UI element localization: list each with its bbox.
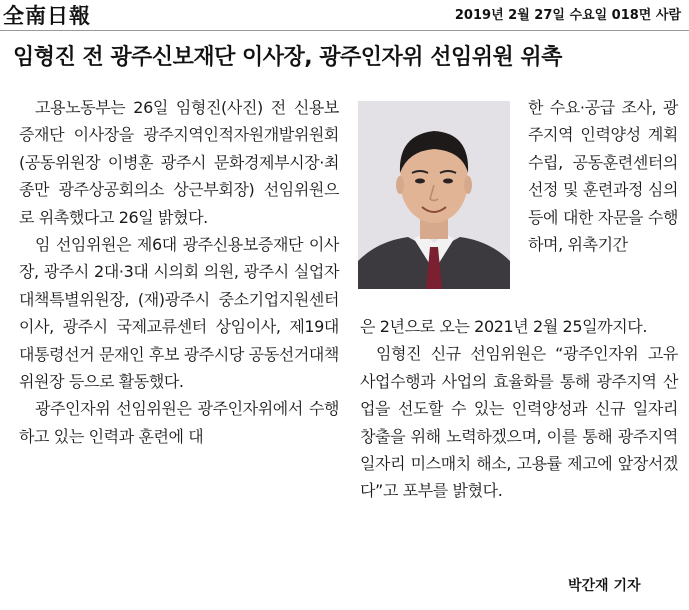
portrait-icon — [358, 101, 510, 289]
paragraph-4: 임형진 신규 선임위원은 “광주인자위 고유 사업수행과 사업의 효율화를 통해 광주지역 산업을 선도할 수 있는 인력양성과 신규 일자리 창출을 위해 노력하겠으며, 이를 통해 광주지역 일자리 미스매치 해소, 고용률 제고에 앞장서겠다”고 포부를 밝혔다. — [360, 344, 678, 501]
article-column-right-bottom — [360, 313, 678, 505]
byline: 박간재 기자 — [568, 578, 641, 594]
newspaper-logo: 全南日報 — [3, 3, 91, 28]
paragraph-3: 광주인자위 선임위원은 광주인자위에서 수행하고 있는 인력과 훈련에 대 — [19, 399, 339, 446]
paragraph-1: 고용노동부는 26일 임형진(사진) 전 신용보증재단 이사장을 광주지역인적자원개발위원회(공동위원장 이병훈 광주시 문화경제부시장·최종만 광주상공회의소 상근부회장) 선임위원으로 위촉했다고 26일 밝혔다. — [19, 98, 339, 227]
article-column-left — [19, 94, 339, 450]
paragraph-3-end: 은 2년으로 오는 2021년 2월 25일까지다. — [360, 317, 648, 336]
dateline: 2019년 2월 27일 수요일 018면 사람 — [454, 8, 681, 23]
paragraph-2: 임 선임위원은 제6대 광주신용보증재단 이사장, 광주시 2대·3대 시의회 의원, 광주시 실업자대책특별위원장, (재)광주시 중소기업지원센터 이사, 광주시 국제교류센터 상임이사, 제19대 대통령선거 문재인 후보 광주시당 공동선거대책위원장 등으로 활동했다. — [19, 235, 339, 392]
article-headline: 임형진 전 광주신보재단 이사장, 광주인자위 선임위원 위촉 — [13, 45, 562, 70]
paragraph-3-continued: 한 수요·공급 조사, 광주지역 인력양성 계획 수립, 공동훈련센터의 선정 및 훈련과정 심의 등에 대한 자문을 수행하며, 위촉기간 — [528, 98, 678, 255]
masthead — [0, 0, 689, 31]
portrait-photo — [358, 101, 510, 289]
article-column-right-top — [528, 94, 678, 258]
